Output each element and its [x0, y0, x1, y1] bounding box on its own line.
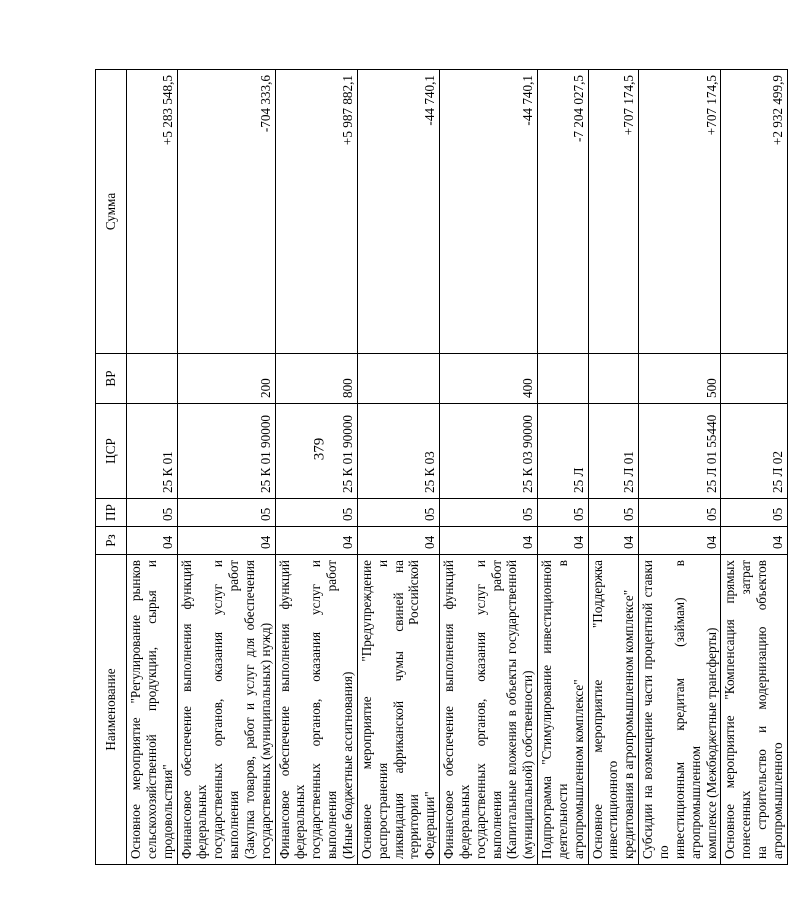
row-name-line: сельскохозяйственной продукции, сырья и продовольствия" — [143, 560, 175, 859]
row-name-line: кредитования в агропромышленном комплексе" — [621, 589, 637, 859]
table-row — [440, 70, 538, 865]
row-pr: 05 — [177, 499, 275, 527]
row-name — [721, 555, 787, 865]
table-row — [127, 70, 178, 865]
row-pr: 05 — [275, 499, 357, 527]
row-sum: -704 333,6 — [177, 70, 275, 354]
row-name — [639, 555, 721, 865]
rotated-page-content — [95, 70, 785, 865]
header-sum: Сумма — [96, 70, 127, 354]
row-pr: 05 — [588, 499, 639, 527]
row-rz: 04 — [721, 527, 787, 555]
row-vr — [127, 354, 178, 404]
row-name-line: Финансовое обеспечение выполнения функций федеральных — [441, 560, 472, 859]
row-name-line: государственных (муниципальных) нужд) — [257, 622, 273, 859]
row-vr: 800 — [275, 354, 357, 404]
row-name — [588, 555, 639, 865]
row-name-line: государственных органов, оказания услуг и выполнения работ — [472, 560, 504, 859]
row-name-line: Федерации" — [422, 791, 438, 859]
page-number: 379 — [311, 437, 328, 461]
row-csr: 25 К 03 — [357, 404, 439, 499]
row-vr — [357, 354, 439, 404]
row-name-line: Основное мероприятие "Регулирование рынков — [128, 560, 143, 859]
row-csr: 25 Л 02 — [721, 404, 787, 499]
row-name-line: Финансовое обеспечение выполнения функций федеральных — [276, 560, 308, 859]
row-sum: +707 174,5 — [588, 70, 639, 354]
row-csr: 25 К 01 90000 — [275, 404, 357, 499]
row-name-line: Основное мероприятие "Компенсация прямых понесенных затрат — [722, 560, 754, 859]
row-rz: 04 — [440, 527, 538, 555]
row-csr: 25 К 03 90000 — [440, 404, 538, 499]
header-rz: Рз — [96, 527, 127, 555]
row-sum: -7 204 027,5 — [538, 70, 589, 354]
header-pr: ПР — [96, 499, 127, 527]
row-csr: 25 К 01 90000 — [177, 404, 275, 499]
row-pr: 05 — [127, 499, 178, 527]
row-name-line: Подпрограмма "Стимулирование инвестиционной деятельности в — [539, 560, 570, 859]
table-row — [639, 70, 721, 865]
table-header-row — [96, 70, 127, 865]
row-name-line: (Закупка товаров, работ и услуг для обеспечения — [241, 560, 257, 859]
row-name-line: Финансовое обеспечение выполнения функций федеральных — [178, 560, 210, 859]
table-row — [177, 70, 275, 865]
row-rz: 04 — [538, 527, 589, 555]
table-row — [538, 70, 589, 865]
row-pr: 05 — [639, 499, 721, 527]
row-name — [440, 555, 538, 865]
header-name: Наименование — [96, 555, 127, 865]
row-rz: 04 — [127, 527, 178, 555]
row-vr — [588, 354, 639, 404]
row-vr: 200 — [177, 354, 275, 404]
row-sum: +5 283 548,5 — [127, 70, 178, 354]
table-row — [357, 70, 439, 865]
row-rz: 04 — [357, 527, 439, 555]
row-name-line: (Иные бюджетные ассигнования) — [339, 671, 355, 859]
row-csr: 25 К 01 — [127, 404, 178, 499]
header-csr: ЦСР — [96, 404, 127, 499]
row-pr: 05 — [440, 499, 538, 527]
row-name-line: агропромышленном комплексе" — [570, 679, 586, 859]
row-rz: 04 — [588, 527, 639, 555]
row-name-line: Основное мероприятие "Поддержка инвестиционного — [589, 560, 621, 859]
row-name-line: комплексе (Межбюджетные трансферты) — [703, 627, 719, 859]
budget-table — [95, 69, 788, 865]
row-pr: 05 — [357, 499, 439, 527]
row-pr: 05 — [538, 499, 589, 527]
row-sum: +2 932 499,9 — [721, 70, 787, 354]
row-csr: 25 Л — [538, 404, 589, 499]
row-name-line: государственных органов, оказания услуг и выполнения работ — [308, 560, 340, 859]
row-vr — [721, 354, 787, 404]
table-row — [721, 70, 787, 865]
row-name-line: (муниципальной) собственности) — [520, 670, 536, 859]
row-name-line: ликвидация африканской чумы свиней на территории Российской — [390, 560, 422, 859]
row-name — [127, 555, 178, 865]
row-sum: -44 740,1 — [357, 70, 439, 354]
row-name — [177, 555, 275, 865]
header-vr: ВР — [96, 354, 127, 404]
row-name-line: (Капитальные вложения в объекты государственной — [504, 560, 520, 859]
row-pr: 05 — [721, 499, 787, 527]
row-sum: +707 174,5 — [639, 70, 721, 354]
row-vr — [538, 354, 589, 404]
row-name — [357, 555, 439, 865]
row-name — [275, 555, 357, 865]
row-vr: 500 — [639, 354, 721, 404]
row-name-line: на строительство и модернизацию объектов агропромышленного — [754, 560, 785, 859]
row-sum: +5 987 882,1 — [275, 70, 357, 354]
row-name — [538, 555, 589, 865]
row-name-line: Основное мероприятие "Предупреждение распространения и — [358, 560, 390, 859]
table-row — [275, 70, 357, 865]
table-row — [588, 70, 639, 865]
row-csr: 25 Л 01 — [588, 404, 639, 499]
row-csr: 25 Л 01 55440 — [639, 404, 721, 499]
row-rz: 04 — [639, 527, 721, 555]
row-rz: 04 — [177, 527, 275, 555]
row-rz: 04 — [275, 527, 357, 555]
row-name-line: инвестиционным кредитам (займам) в агропромышленном — [671, 560, 703, 859]
row-sum: -44 740,1 — [440, 70, 538, 354]
row-vr: 400 — [440, 354, 538, 404]
row-name-line: Субсидии на возмещение части процентной ставки по — [640, 560, 671, 859]
row-name-line: государственных органов, оказания услуг и выполнения работ — [210, 560, 242, 859]
